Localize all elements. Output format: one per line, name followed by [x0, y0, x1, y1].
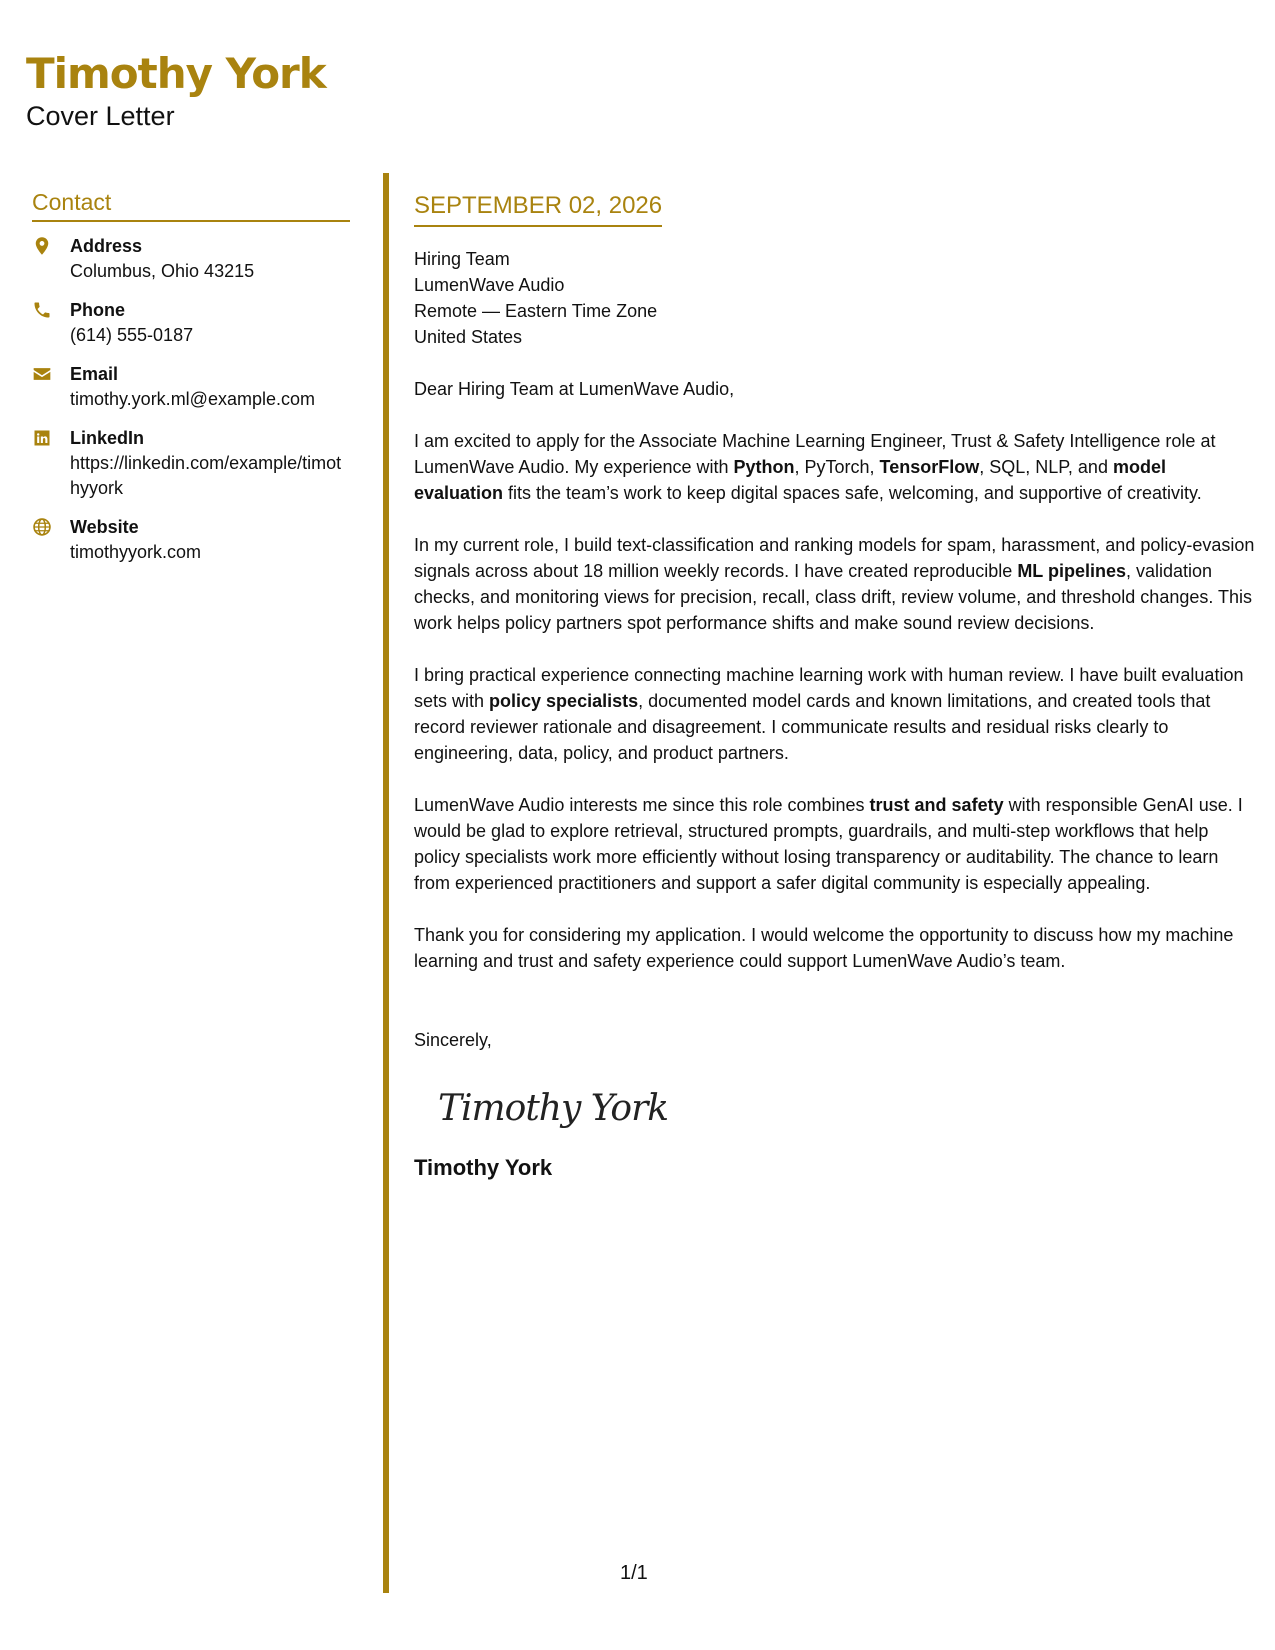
recipient-line: LumenWave Audio — [414, 275, 565, 295]
website-link[interactable]: timothyyork.com — [70, 542, 202, 562]
contact-heading: Contact — [32, 188, 350, 222]
salutation: Dear Hiring Team at LumenWave Audio, — [414, 379, 735, 399]
paragraph-text: I bring practical experience connecting machine learning work with human review. I have built evaluation sets with — [414, 665, 1244, 711]
letter-paragraph — [414, 792, 1256, 896]
letter-paragraph — [414, 662, 1256, 766]
address-value: Columbus, Ohio 43215 — [70, 261, 255, 281]
contact-label: Email — [70, 364, 119, 384]
envelope-icon — [32, 362, 70, 412]
emphasized-text: policy specialists — [489, 691, 639, 711]
paragraph-text: Thank you for considering my application. I would welcome the opportunity to discuss how my machine learning and trust and safety experience could support LumenWave Audio’s team. — [414, 925, 1234, 971]
letter-paragraph — [414, 428, 1256, 506]
linkedin-link[interactable]: https://linkedin.com/example/timothyyork — [70, 453, 342, 498]
globe-icon — [32, 515, 70, 565]
paragraph-text: , SQL, NLP, and — [979, 457, 1113, 477]
linkedin-icon — [32, 426, 70, 501]
emphasized-text: ML pipelines — [1017, 561, 1126, 581]
contact-item-website — [32, 515, 350, 565]
paragraph-text: , documented model cards and known limitations, and created tools that record reviewer rationale and disagreement. I communicate results and residual risks clearly to engineering, data, policy, and product partners. — [414, 691, 1211, 763]
paragraph-text: , validation checks, and monitoring views for precision, recall, class drift, review volume, and threshold changes. This work helps policy partners spot performance shifts and make sound review decisions. — [414, 561, 1253, 633]
page-number: 1/1 — [620, 1562, 648, 1584]
date-block — [414, 191, 662, 227]
contact-list — [32, 234, 350, 565]
map-pin-icon — [32, 234, 70, 284]
emphasized-text: TensorFlow — [879, 457, 980, 477]
paragraph-text: fits the team’s work to keep digital spaces safe, welcoming, and supportive of creativity. — [503, 483, 1202, 503]
emphasized-text: Python — [733, 457, 795, 477]
recipient-line: Remote — Eastern Time Zone — [414, 301, 658, 321]
emphasized-text: model evaluation — [414, 457, 1166, 503]
recipient-address — [414, 246, 1256, 350]
contact-sidebar — [32, 188, 350, 579]
contact-label: LinkedIn — [70, 428, 145, 448]
paragraph-text: , PyTorch, — [794, 457, 880, 477]
paragraph-text: I am excited to apply for the Associate Machine Learning Engineer, Trust & Safety Intelligence role at LumenWave Audio. My experience with — [414, 431, 1216, 477]
recipient-line: United States — [414, 327, 523, 347]
handwritten-signature: Timothy York — [438, 1088, 669, 1129]
contact-item-phone — [32, 298, 350, 348]
contact-item-linkedin — [32, 426, 350, 501]
recipient-line: Hiring Team — [414, 249, 510, 269]
letter-date: SEPTEMBER 02, 2026 — [414, 192, 663, 219]
paragraph-text: In my current role, I build text-classification and ranking models for spam, harassment, and policy-evasion signals across about 18 million weekly records. I have created reproducible — [414, 535, 1255, 581]
contact-item-email — [32, 362, 350, 412]
letter-body — [414, 191, 1256, 1183]
contact-label: Address — [70, 236, 143, 256]
letter-paragraph — [414, 922, 1256, 974]
column-divider — [383, 173, 389, 1593]
contact-label: Phone — [70, 300, 126, 320]
closing: Sincerely, — [414, 1030, 492, 1050]
paragraph-text: with responsible GenAI use. I would be glad to explore retrieval, structured prompts, guardrails, and multi-step workflows that help policy specialists work more efficiently without losing transparency or auditability. The chance to learn from experienced practitioners and support a safer digital community is especially appealing. — [414, 795, 1243, 893]
phone-value[interactable]: (614) 555-0187 — [70, 325, 194, 345]
emphasized-text: trust and safety — [869, 795, 1004, 815]
signed-name: Timothy York — [414, 1155, 553, 1180]
letter-paragraph — [414, 532, 1256, 636]
contact-label: Website — [70, 517, 139, 537]
header — [26, 48, 326, 132]
applicant-name: Timothy York — [26, 49, 326, 98]
contact-item-address — [32, 234, 350, 284]
document-subtitle: Cover Letter — [26, 101, 175, 131]
paragraph-text: LumenWave Audio interests me since this role combines — [414, 795, 870, 815]
phone-icon — [32, 298, 70, 348]
email-link[interactable]: timothy.york.ml@example.com — [70, 389, 315, 409]
